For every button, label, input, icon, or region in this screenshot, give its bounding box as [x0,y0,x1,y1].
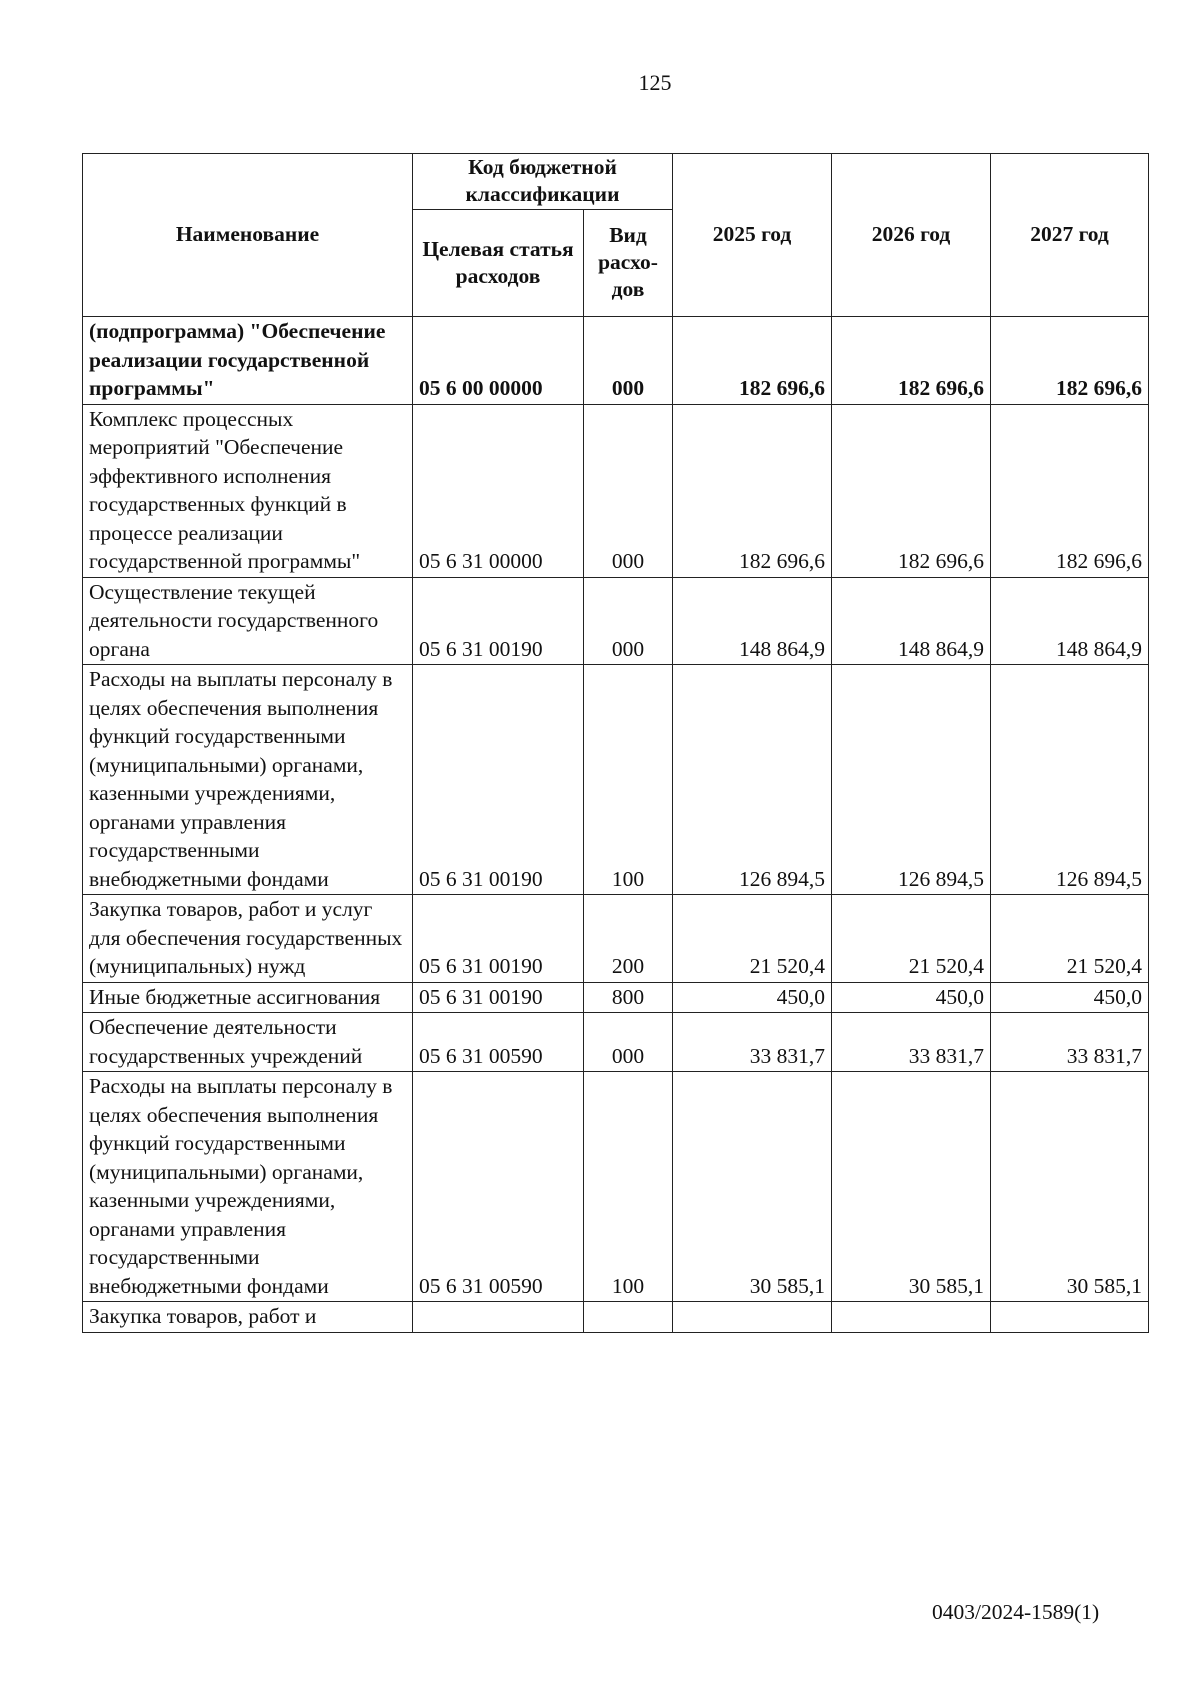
row-target-article: 05 6 31 00190 [413,895,584,983]
row-expense-kind: 000 [584,1013,673,1072]
row-expense-kind: 000 [584,317,673,405]
row-target-article: 05 6 31 00190 [413,665,584,895]
header-2027: 2027 год [991,154,1149,317]
row-value-2027: 182 696,6 [991,317,1149,405]
row-value-2026: 148 864,9 [832,577,991,665]
table-row [83,404,1149,577]
row-value-2026: 182 696,6 [832,317,991,405]
page-number: 125 [638,70,672,95]
row-value-2026: 182 696,6 [832,404,991,577]
row-name: Расходы на выплаты персоналу в целях обеспечения выполнения функций государственными (муниципальными) органами, казенными учреждениями, органами управления государственными внебюджетными фондами [83,665,413,895]
row-value-2026: 126 894,5 [832,665,991,895]
row-expense-kind: 200 [584,895,673,983]
budget-table [82,153,1149,1333]
table-row [83,895,1149,983]
row-value-2027: 182 696,6 [991,404,1149,577]
row-target-article: 05 6 31 00000 [413,404,584,577]
row-name: (подпрограмма) "Обеспечение реализации государственной программы" [83,317,413,405]
table-row [83,982,1149,1013]
row-expense-kind: 800 [584,982,673,1013]
row-expense-kind [584,1302,673,1333]
table-row [83,665,1149,895]
row-value-2027: 126 894,5 [991,665,1149,895]
row-name: Иные бюджетные ассигнования [83,982,413,1013]
row-value-2027: 148 864,9 [991,577,1149,665]
row-name: Комплекс процессных мероприятий "Обеспечение эффективного исполнения государственных функций в процессе реализации государственной программы" [83,404,413,577]
table-row [83,577,1149,665]
row-value-2027 [991,1302,1149,1333]
table-row [83,1013,1149,1072]
table-row [83,317,1149,405]
row-name: Обеспечение деятельности государственных учреждений [83,1013,413,1072]
row-value-2025: 450,0 [673,982,832,1013]
row-value-2025: 126 894,5 [673,665,832,895]
row-target-article: 05 6 31 00190 [413,982,584,1013]
row-value-2027: 33 831,7 [991,1013,1149,1072]
row-expense-kind: 000 [584,577,673,665]
row-value-2025: 182 696,6 [673,317,832,405]
row-value-2025: 182 696,6 [673,404,832,577]
row-value-2025: 148 864,9 [673,577,832,665]
row-name: Расходы на выплаты персоналу в целях обеспечения выполнения функций государственными (муниципальными) органами, казенными учреждениями, органами управления государственными внебюджетными фондами [83,1072,413,1302]
row-target-article: 05 6 31 00590 [413,1013,584,1072]
row-value-2026: 30 585,1 [832,1072,991,1302]
row-target-article [413,1302,584,1333]
table-row [83,1302,1149,1333]
row-value-2025: 30 585,1 [673,1072,832,1302]
row-value-2026: 450,0 [832,982,991,1013]
row-expense-kind: 000 [584,404,673,577]
row-expense-kind: 100 [584,665,673,895]
row-value-2025: 33 831,7 [673,1013,832,1072]
row-value-2027: 21 520,4 [991,895,1149,983]
header-2026: 2026 год [832,154,991,317]
header-expense-kind: Вид расхо-дов [584,210,673,317]
header-budget-code-group: Код бюджетной классификации [413,154,673,210]
header-name: Наименование [83,154,413,317]
document-id: 0403/2024-1589(1) [932,1600,1100,1624]
table-header [83,154,1149,317]
row-value-2027: 450,0 [991,982,1149,1013]
row-value-2026 [832,1302,991,1333]
row-target-article: 05 6 31 00190 [413,577,584,665]
row-value-2026: 33 831,7 [832,1013,991,1072]
row-value-2027: 30 585,1 [991,1072,1149,1302]
row-value-2025: 21 520,4 [673,895,832,983]
row-target-article: 05 6 31 00590 [413,1072,584,1302]
row-name: Осуществление текущей деятельности государственного органа [83,577,413,665]
row-value-2026: 21 520,4 [832,895,991,983]
row-expense-kind: 100 [584,1072,673,1302]
table-body [83,317,1149,1333]
header-target-article: Целевая статья расходов [413,210,584,317]
row-name: Закупка товаров, работ и [83,1302,413,1333]
row-target-article: 05 6 00 00000 [413,317,584,405]
row-name: Закупка товаров, работ и услуг для обеспечения государственных (муниципальных) нужд [83,895,413,983]
table-row [83,1072,1149,1302]
header-2025: 2025 год [673,154,832,317]
row-value-2025 [673,1302,832,1333]
